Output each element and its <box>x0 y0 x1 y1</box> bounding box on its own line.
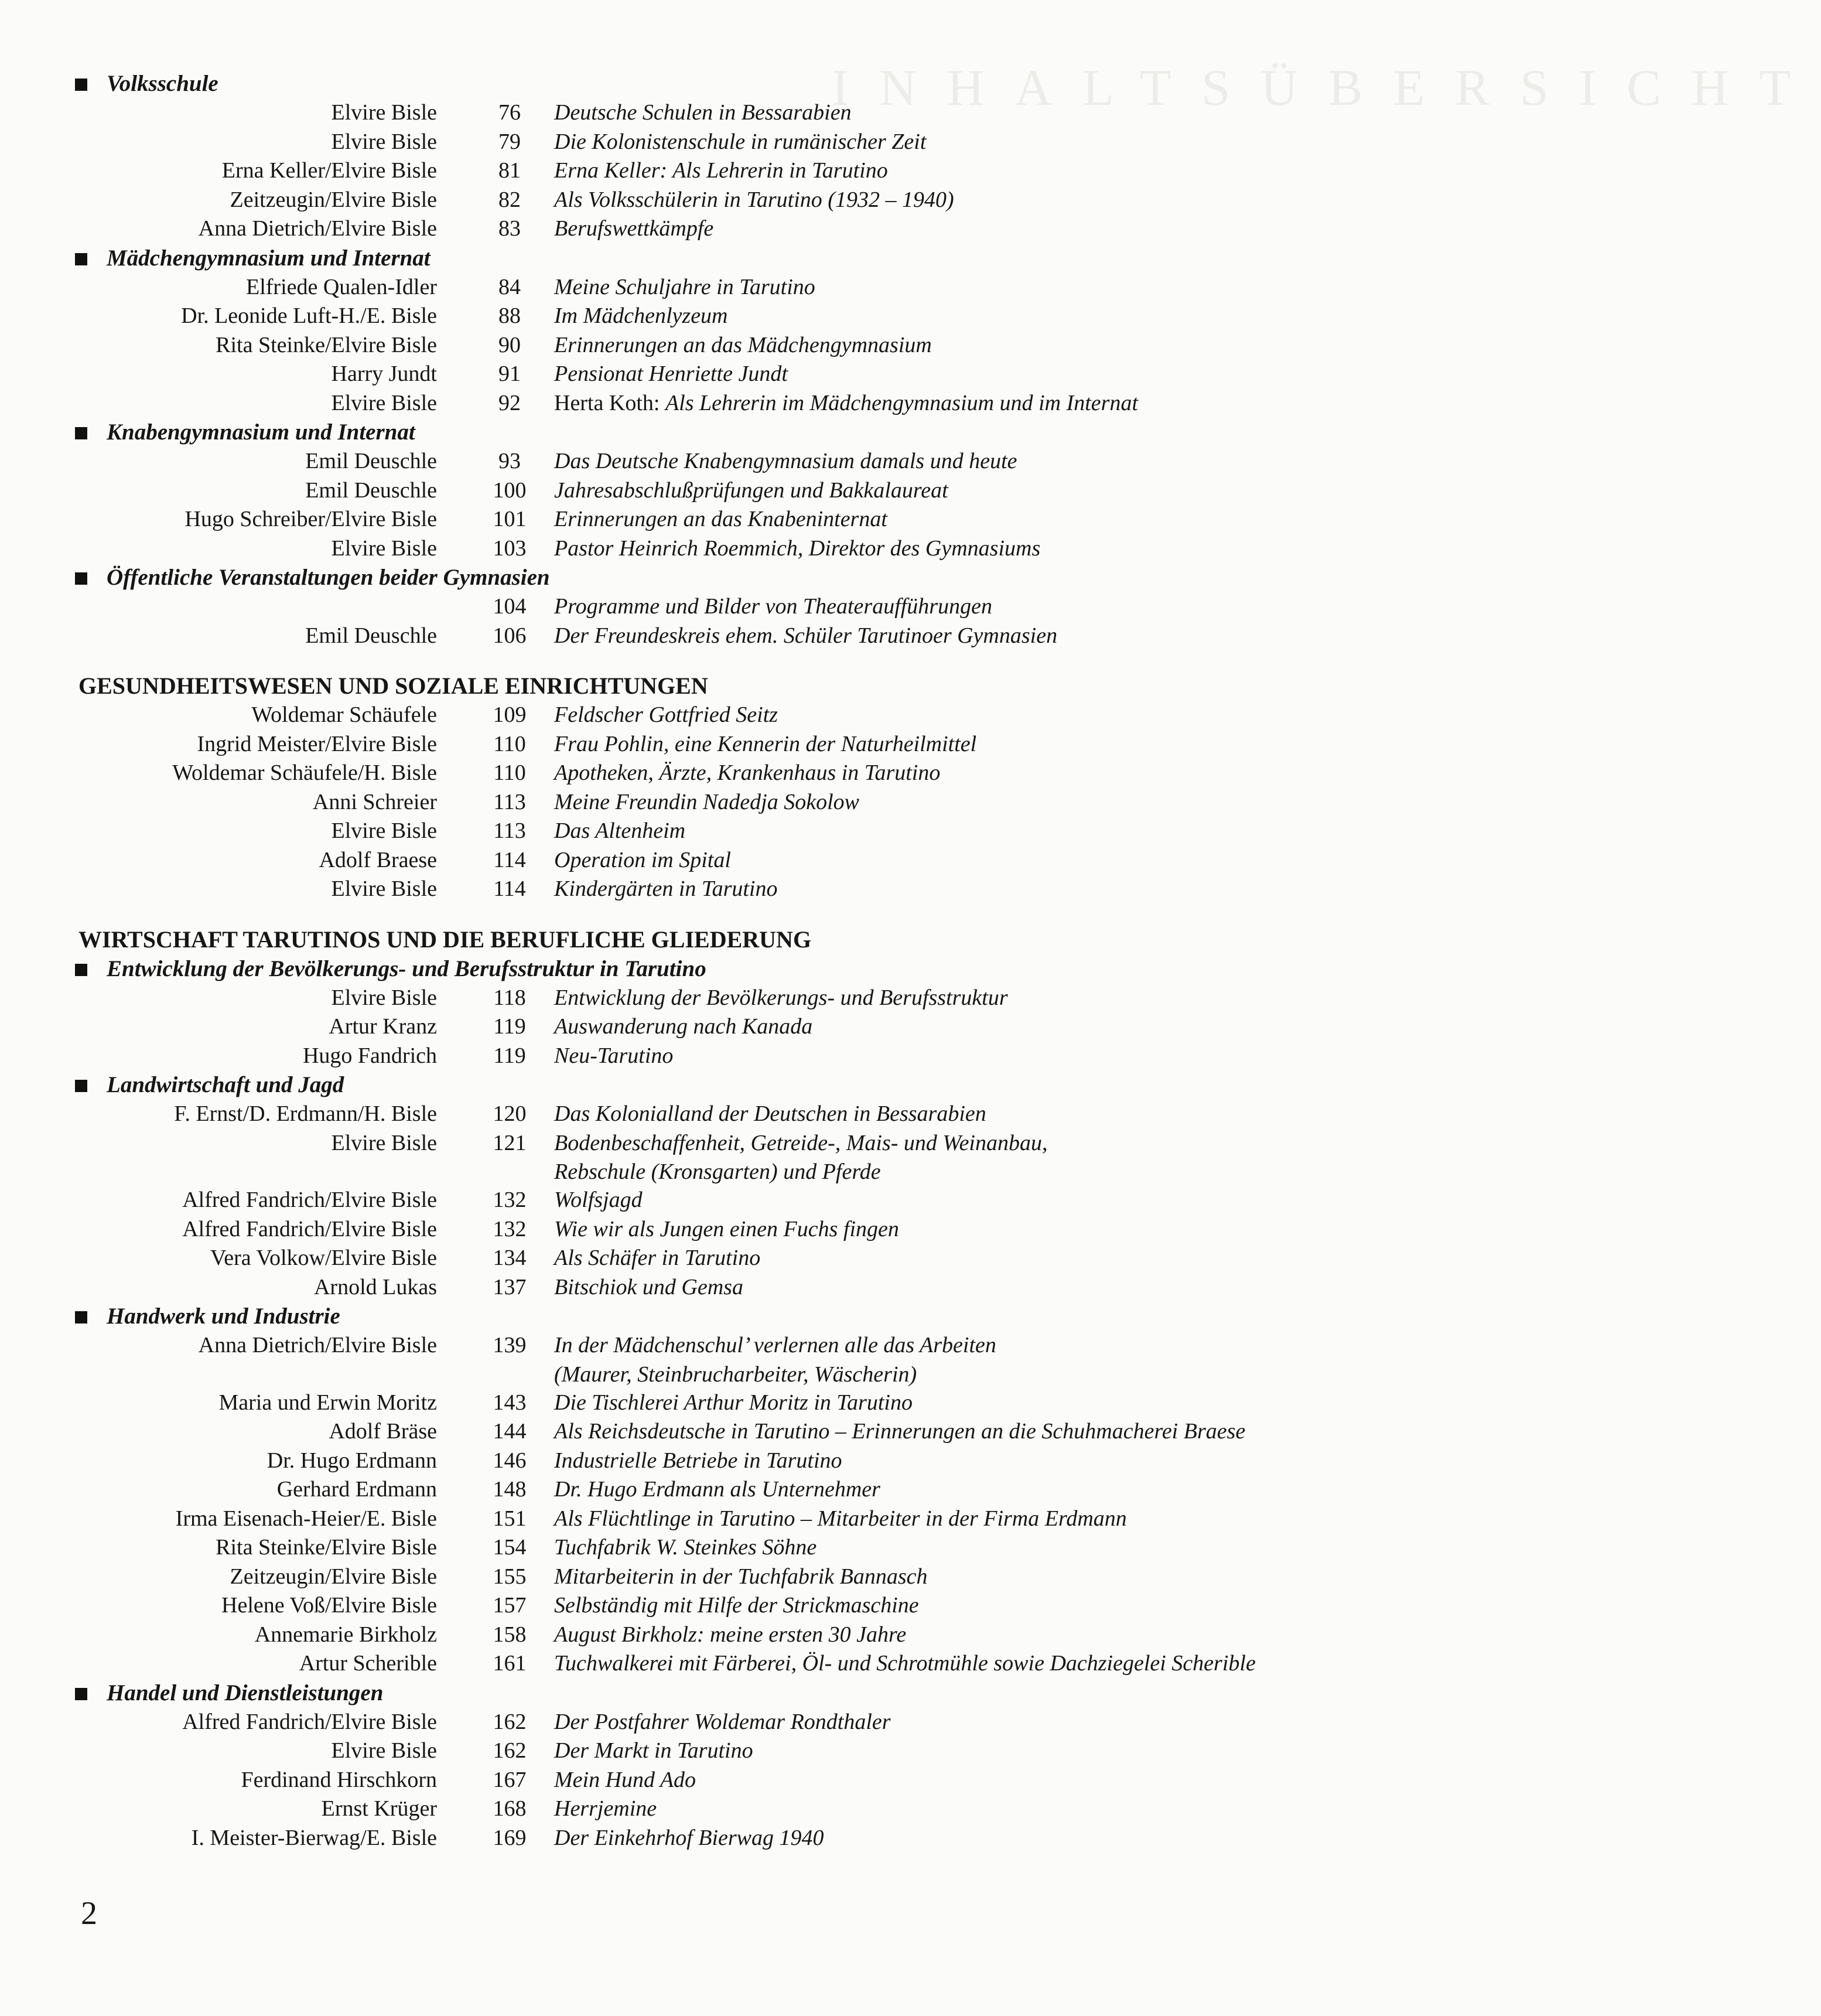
toc-entry <box>0 1447 1367 1476</box>
entry-title: Feldscher Gottfried Seitz <box>554 702 778 727</box>
toc-entry <box>0 1215 1367 1244</box>
entry-page-number: 134 <box>493 1246 527 1270</box>
toc-entry <box>0 214 1367 244</box>
entry-author: Elvire Bisle <box>331 535 437 561</box>
entry-author: Elvire Bisle <box>331 129 437 154</box>
entry-author: Alfred Fandrich/Elvire Bisle <box>182 1188 437 1212</box>
entry-title: Im Mädchenlyzeum <box>554 303 728 328</box>
entry-page-number: 90 <box>498 332 521 357</box>
entry-page-number: 168 <box>493 1796 527 1821</box>
entry-page-number: 119 <box>493 1014 526 1039</box>
entry-page-number: 82 <box>498 187 521 212</box>
entry-title: Erinnerungen an das Knabeninternat <box>554 507 887 531</box>
entry-author: Gerhard Erdmann <box>276 1477 437 1502</box>
entry-page-number: 113 <box>493 789 526 814</box>
subheading-text: Entwicklung der Bevölkerungs- und Berufsstruktur in Tarutino <box>107 956 706 981</box>
section-subheading <box>0 418 1367 447</box>
entry-author: Elvire Bisle <box>331 985 437 1010</box>
square-bullet-icon <box>75 427 87 439</box>
toc-entry <box>0 273 1367 302</box>
entry-title: Erna Keller: Als Lehrerin in Tarutino <box>554 158 888 183</box>
page-number: 2 <box>81 1895 97 1932</box>
subheading-text: Handel und Dienstleistungen <box>107 1680 384 1705</box>
section-subheading <box>0 1302 1367 1331</box>
toc-entry <box>0 788 1367 817</box>
section-heading <box>0 925 1367 954</box>
toc-entry <box>0 1244 1367 1273</box>
entry-title: Die Kolonistenschule in rumänischer Zeit <box>554 129 927 154</box>
entry-author: Maria und Erwin Moritz <box>218 1390 437 1415</box>
entry-author: Emil Deuschle <box>305 623 437 648</box>
square-bullet-icon <box>75 1688 87 1700</box>
entry-author: Hugo Schreiber/Elvire Bisle <box>185 507 437 531</box>
toc-entry <box>0 1737 1367 1766</box>
entry-title: Dr. Hugo Erdmann als Unternehmer <box>554 1477 880 1502</box>
section-heading <box>0 671 1367 701</box>
entry-title: Selbständig mit Hilfe der Strickmaschine <box>554 1593 919 1618</box>
square-bullet-icon <box>75 1080 87 1092</box>
entry-page-number: 110 <box>493 760 526 785</box>
toc-entry <box>0 759 1367 788</box>
section-subheading <box>0 69 1367 98</box>
entry-author: Elvire Bisle <box>331 100 437 125</box>
subheading-text: Landwirtschaft und Jagd <box>107 1072 344 1097</box>
entry-author: Woldemar Schäufele/H. Bisle <box>172 760 437 785</box>
entry-title: Als Reichsdeutsche in Tarutino – Erinnerungen an die Schuhmacherei Braese <box>554 1419 1246 1444</box>
entry-page-number: 139 <box>493 1333 527 1357</box>
entry-author: Adolf Bräse <box>329 1419 437 1444</box>
entry-title: Der Freundeskreis ehem. Schüler Tarutinoer Gymnasien <box>554 623 1058 648</box>
entry-page-number: 137 <box>493 1274 527 1299</box>
entry-title: Erinnerungen an das Mädchengymnasium <box>554 332 932 357</box>
subheading-text: Handwerk und Industrie <box>107 1304 340 1329</box>
toc-entry <box>0 534 1367 564</box>
entry-author: Elfriede Qualen-Idler <box>246 274 437 299</box>
entry-page-number: 110 <box>493 731 526 756</box>
entry-title: Jahresabschlußprüfungen und Bakkalaureat <box>554 477 948 503</box>
entry-title: Mein Hund Ado <box>554 1767 696 1792</box>
subheading-text: Öffentliche Veranstaltungen beider Gymnasien <box>107 565 550 590</box>
entry-title: Als Schäfer in Tarutino <box>554 1246 761 1270</box>
entry-title: Der Einkehrhof Bierwag 1940 <box>554 1825 824 1850</box>
entry-author: Artur Kranz <box>329 1014 437 1039</box>
entry-title: Als Flüchtlinge in Tarutino – Mitarbeiter in der Firma Erdmann <box>554 1506 1127 1531</box>
entry-title: Bodenbeschaffenheit, Getreide-, Mais- und Weinanbau, <box>554 1130 1048 1155</box>
entry-page-number: 121 <box>493 1130 527 1155</box>
entry-title: Tuchfabrik W. Steinkes Söhne <box>554 1535 817 1560</box>
toc-entry <box>0 1708 1367 1737</box>
toc-entry <box>0 1649 1367 1679</box>
toc-entry <box>0 360 1367 389</box>
entry-title: Neu-Tarutino <box>554 1043 674 1068</box>
entry-author: Emil Deuschle <box>305 449 437 473</box>
toc-entry <box>0 622 1367 651</box>
entry-title: Programme und Bilder von Theateraufführungen <box>554 594 992 619</box>
entry-page-number: 158 <box>493 1622 527 1647</box>
entry-title <box>554 389 1138 418</box>
toc-entry-continuation <box>0 1158 1367 1186</box>
square-bullet-icon <box>75 964 87 976</box>
entry-title: Deutsche Schulen in Bessarabien <box>554 100 852 125</box>
entry-author: Helene Voß/Elvire Bisle <box>221 1593 437 1618</box>
entry-author: Elvire Bisle <box>331 876 437 901</box>
entry-title: Der Markt in Tarutino <box>554 1738 753 1763</box>
entry-author: Erna Keller/Elvire Bisle <box>221 158 437 183</box>
entry-title: Entwicklung der Bevölkerungs- und Berufsstruktur <box>554 985 1008 1010</box>
entry-page-number: 79 <box>498 129 521 154</box>
toc-entry <box>0 730 1367 759</box>
toc-entry <box>0 846 1367 875</box>
entry-title: Pensionat Henriette Jundt <box>554 361 788 386</box>
toc-entry-continuation <box>0 1360 1367 1389</box>
toc-entry <box>0 389 1367 418</box>
toc-entry <box>0 1563 1367 1592</box>
entry-title-text: Als Lehrerin im Mädchengymnasium und im Internat <box>665 390 1139 415</box>
entry-page-number: 119 <box>493 1043 526 1068</box>
toc-entry <box>0 302 1367 331</box>
entry-author: Alfred Fandrich/Elvire Bisle <box>182 1216 437 1241</box>
section-subheading <box>0 1679 1367 1708</box>
square-bullet-icon <box>75 253 87 265</box>
toc-entry <box>0 447 1367 476</box>
entry-author: Annemarie Birkholz <box>254 1622 437 1647</box>
entry-title: Wie wir als Jungen einen Fuchs fingen <box>554 1216 899 1241</box>
entry-page-number: 92 <box>498 390 521 415</box>
entry-page-number: 146 <box>493 1448 527 1473</box>
heading-text: GESUNDHEITSWESEN UND SOZIALE EINRICHTUNGEN <box>78 673 708 699</box>
entry-page-number: 114 <box>493 876 526 901</box>
entry-page-number: 109 <box>493 702 527 727</box>
entry-title: Das Kolonialland der Deutschen in Bessarabien <box>554 1101 986 1126</box>
toc-entry <box>0 1129 1367 1158</box>
entry-author: Zeitzeugin/Elvire Bisle <box>230 1564 437 1589</box>
entry-title-prefix: Herta Koth: <box>554 390 665 415</box>
entry-author: Vera Volkow/Elvire Bisle <box>210 1246 437 1270</box>
bleed-through-heading: INHALTSÜBERSICHT <box>832 60 1821 117</box>
toc-entry <box>0 1273 1367 1302</box>
entry-title: Tuchwalkerei mit Färberei, Öl- und Schrotmühle sowie Dachziegelei Scherible <box>554 1651 1256 1676</box>
entry-page-number: 169 <box>493 1825 527 1850</box>
entry-author: Woldemar Schäufele <box>251 702 437 727</box>
toc-entry <box>0 1389 1367 1418</box>
entry-author: Arnold Lukas <box>313 1274 437 1299</box>
entry-author: Ingrid Meister/Elvire Bisle <box>197 731 437 756</box>
table-of-contents <box>0 69 1367 1853</box>
entry-page-number: 104 <box>493 594 527 619</box>
toc-entry <box>0 592 1367 622</box>
toc-entry <box>0 817 1367 846</box>
entry-author: Rita Steinke/Elvire Bisle <box>216 332 437 357</box>
entry-page-number: 157 <box>493 1593 527 1618</box>
entry-author: Ferdinand Hirschkorn <box>241 1767 437 1792</box>
entry-page-number: 88 <box>498 303 521 328</box>
heading-text: WIRTSCHAFT TARUTINOS UND DIE BERUFLICHE GLIEDERUNG <box>78 926 812 953</box>
toc-entry <box>0 1505 1367 1534</box>
entry-page-number: 151 <box>493 1506 527 1531</box>
entry-page-number: 148 <box>493 1477 527 1502</box>
section-spacer <box>0 650 1367 671</box>
toc-entry <box>0 1766 1367 1795</box>
toc-entry <box>0 1795 1367 1824</box>
section-subheading <box>0 954 1367 984</box>
section-subheading <box>0 563 1367 592</box>
entry-page-number: 113 <box>493 818 526 843</box>
entry-author: I. Meister-Bierwag/E. Bisle <box>191 1825 437 1850</box>
entry-page-number: 101 <box>493 507 527 531</box>
section-subheading <box>0 244 1367 273</box>
entry-page-number: 144 <box>493 1419 527 1444</box>
entry-page-number: 100 <box>493 477 527 503</box>
toc-entry <box>0 98 1367 128</box>
toc-entry <box>0 1186 1367 1215</box>
entry-title: Auswanderung nach Kanada <box>554 1014 813 1039</box>
toc-entry <box>0 331 1367 360</box>
square-bullet-icon <box>75 79 87 91</box>
entry-author: Hugo Fandrich <box>302 1043 437 1068</box>
square-bullet-icon <box>75 1311 87 1323</box>
entry-title: Frau Pohlin, eine Kennerin der Naturheilmittel <box>554 731 977 756</box>
entry-page-number: 114 <box>493 847 526 872</box>
entry-title: Das Deutsche Knabengymnasium damals und heute <box>554 449 1017 473</box>
entry-title: Pastor Heinrich Roemmich, Direktor des Gymnasiums <box>554 535 1041 561</box>
toc-entry <box>0 1331 1367 1360</box>
toc-entry <box>0 875 1367 904</box>
toc-entry <box>0 1591 1367 1621</box>
entry-title: Meine Schuljahre in Tarutino <box>554 274 815 299</box>
entry-title: Der Postfahrer Woldemar Rondthaler <box>554 1709 891 1734</box>
entry-author: Irma Eisenach-Heier/E. Bisle <box>175 1506 437 1531</box>
entry-author: Adolf Braese <box>319 847 437 872</box>
entry-page-number: 84 <box>498 274 521 299</box>
entry-page-number: 120 <box>493 1101 527 1126</box>
entry-title: (Maurer, Steinbrucharbeiter, Wäscherin) <box>554 1362 917 1387</box>
entry-author: Harry Jundt <box>331 361 437 386</box>
toc-entry <box>0 128 1367 157</box>
toc-entry <box>0 505 1367 534</box>
entry-author: Artur Scherible <box>299 1651 437 1676</box>
entry-page-number: 143 <box>493 1390 527 1415</box>
toc-entry <box>0 1824 1367 1853</box>
entry-page-number: 106 <box>493 623 527 648</box>
entry-title: Das Altenheim <box>554 818 686 843</box>
entry-author: Emil Deuschle <box>305 477 437 503</box>
toc-entry <box>0 1042 1367 1071</box>
entry-page-number: 161 <box>493 1651 527 1676</box>
toc-entry <box>0 1533 1367 1563</box>
entry-author: Anna Dietrich/Elvire Bisle <box>198 1333 437 1357</box>
entry-author: Alfred Fandrich/Elvire Bisle <box>182 1709 437 1734</box>
entry-page-number: 76 <box>498 100 521 125</box>
entry-page-number: 167 <box>493 1767 527 1792</box>
entry-title: Kindergärten in Tarutino <box>554 876 778 901</box>
entry-author: Elvire Bisle <box>331 818 437 843</box>
entry-title: Operation im Spital <box>554 847 731 872</box>
subheading-text: Mädchengymnasium und Internat <box>107 245 431 271</box>
section-subheading <box>0 1070 1367 1100</box>
entry-page-number: 154 <box>493 1535 527 1560</box>
entry-page-number: 162 <box>493 1738 527 1763</box>
toc-entry <box>0 1100 1367 1129</box>
entry-title: Mitarbeiterin in der Tuchfabrik Bannasch <box>554 1564 928 1589</box>
entry-author: Anni Schreier <box>312 789 437 814</box>
entry-author: Elvire Bisle <box>331 390 437 415</box>
entry-author: F. Ernst/D. Erdmann/H. Bisle <box>174 1101 437 1126</box>
entry-author: Zeitzeugin/Elvire Bisle <box>230 187 437 212</box>
entry-author: Dr. Leonide Luft-H./E. Bisle <box>181 303 437 328</box>
toc-entry <box>0 156 1367 186</box>
entry-author: Rita Steinke/Elvire Bisle <box>216 1535 437 1560</box>
entry-title: Rebschule (Kronsgarten) und Pferde <box>554 1159 881 1184</box>
entry-title: Als Volksschülerin in Tarutino (1932 – 1940) <box>554 187 954 212</box>
entry-page-number: 132 <box>493 1188 527 1212</box>
toc-entry <box>0 186 1367 215</box>
toc-entry <box>0 1621 1367 1650</box>
toc-entry <box>0 1417 1367 1447</box>
entry-page-number: 132 <box>493 1216 527 1241</box>
entry-author: Anna Dietrich/Elvire Bisle <box>198 216 437 241</box>
entry-page-number: 103 <box>493 535 527 561</box>
entry-page-number: 81 <box>498 158 521 183</box>
square-bullet-icon <box>75 572 87 585</box>
entry-title: Berufswettkämpfe <box>554 216 714 241</box>
entry-author: Dr. Hugo Erdmann <box>267 1448 437 1473</box>
section-spacer <box>0 904 1367 925</box>
entry-page-number: 83 <box>498 216 521 241</box>
entry-page-number: 118 <box>493 985 526 1010</box>
entry-title: Meine Freundin Nadedja Sokolow <box>554 789 859 814</box>
entry-title: Bitschiok und Gemsa <box>554 1274 743 1299</box>
entry-title: Herrjemine <box>554 1796 657 1821</box>
toc-entry <box>0 701 1367 730</box>
entry-title: Apotheken, Ärzte, Krankenhaus in Tarutino <box>554 760 941 785</box>
entry-author: Elvire Bisle <box>331 1738 437 1763</box>
toc-entry <box>0 1475 1367 1505</box>
entry-author: Ernst Krüger <box>321 1796 437 1821</box>
subheading-text: Volksschule <box>107 71 218 96</box>
subheading-text: Knabengymnasium und Internat <box>107 419 415 445</box>
toc-entry <box>0 1012 1367 1042</box>
entry-title: Industrielle Betriebe in Tarutino <box>554 1448 842 1473</box>
toc-entry <box>0 984 1367 1013</box>
entry-page-number: 155 <box>493 1564 527 1589</box>
entry-title: Die Tischlerei Arthur Moritz in Tarutino <box>554 1390 913 1415</box>
entry-author: Elvire Bisle <box>331 1130 437 1155</box>
entry-title: August Birkholz: meine ersten 30 Jahre <box>554 1622 907 1647</box>
entry-page-number: 162 <box>493 1709 527 1734</box>
toc-entry <box>0 476 1367 506</box>
entry-title: Wolfsjagd <box>554 1188 643 1212</box>
entry-page-number: 93 <box>498 449 521 473</box>
entry-page-number: 91 <box>498 361 521 386</box>
entry-title: In der Mädchenschul’ verlernen alle das Arbeiten <box>554 1333 996 1357</box>
